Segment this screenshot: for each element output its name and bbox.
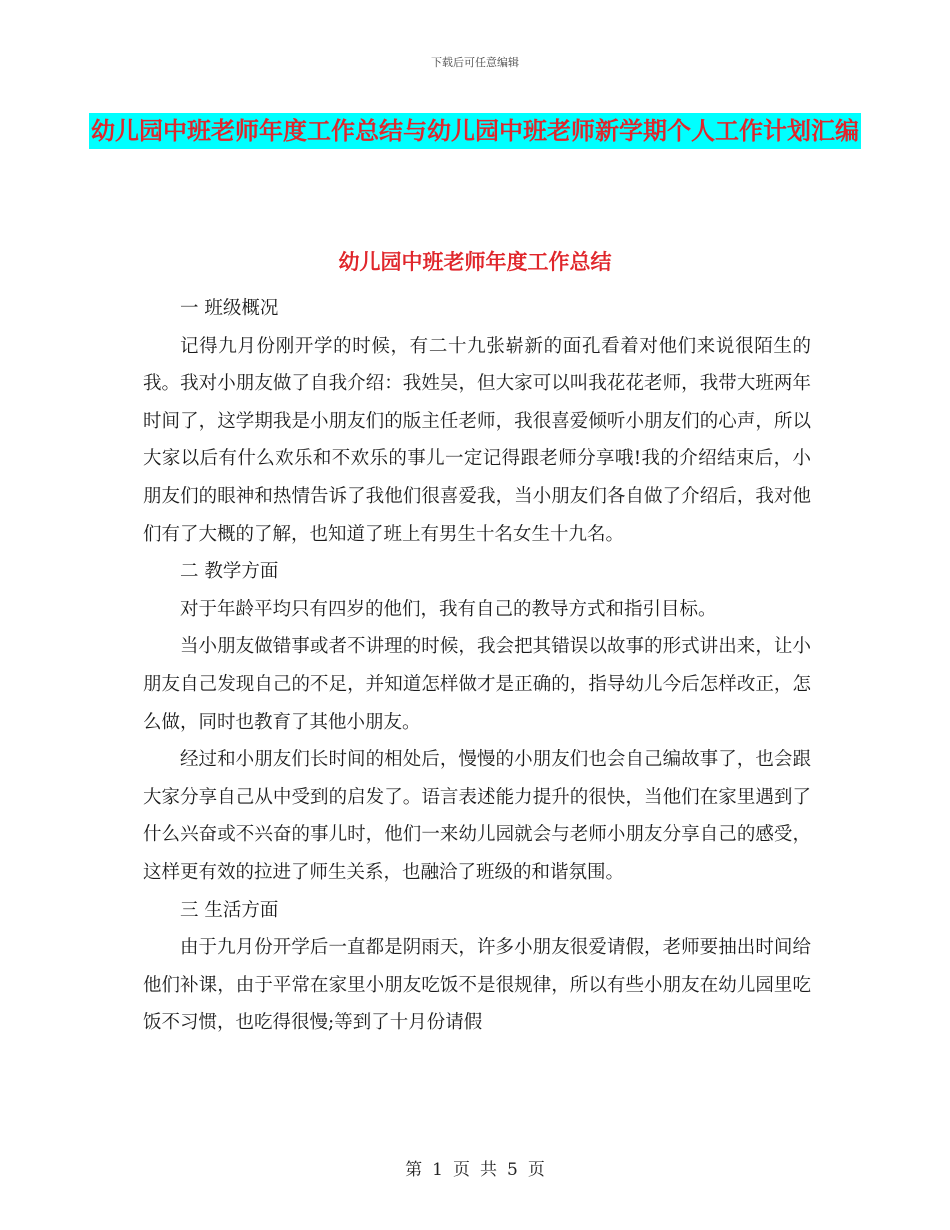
paragraph: 当小朋友做错事或者不讲理的时候，我会把其错误以故事的形式讲出来，让小朋友自己发现自己的不足，并知道怎样做才是正确的，指导幼儿今后怎样改正，怎么做，同时也教育了其他小朋友。 [143,636,811,733]
document-title-text: 幼儿园中班老师年度工作总结与幼儿园中班老师新学期个人工作计划汇编 [89,113,861,149]
paragraph: 记得九月份刚开学的时候，有二十九张崭新的面孔看着对他们来说很陌生的我。我对小朋友做了自我介绍：我姓吴，但大家可以叫我花花老师，我带大班两年时间了，这学期我是小朋友们的版主任老师，我很喜爱倾听小朋友们的心声，所以大家以后有什么欢乐和不欢乐的事儿一定记得跟老师分享哦!我的介绍结束后，小朋友们的眼神和热情告诉了我他们很喜爱我，当小朋友们各自做了介绍后，我对他们有了大概的了解，也知道了班上有男生十名女生十九名。 [143,335,811,545]
current-page-number: 1 [432,1160,443,1180]
footer-text: 第 [405,1160,423,1180]
section-title: 幼儿园中班老师年度工作总结 [338,250,612,274]
page-footer [0,1155,950,1180]
footer-text: 页 [453,1160,470,1180]
section-heading: 二 教学方面 [180,561,279,583]
footer-text: 共 [480,1160,497,1180]
section-heading: 一 班级概况 [180,298,279,319]
paragraph: 由于九月份开学后一直都是阴雨天，许多小朋友很爱请假，老师要抽出时间给他们补课，由于平常在家里小朋友吃饭不是很规律，所以有些小朋友在幼儿园里吃饭不习惯，也吃得很慢;等到了十月份请假 [143,937,811,1034]
header-note: 下载后可任意编辑 [431,56,519,69]
total-page-number: 5 [507,1160,518,1180]
paragraph: 对于年龄平均只有四岁的他们，我有自己的教导方式和指引目标。 [180,598,717,620]
document-title [0,108,950,154]
footer-text: 页 [527,1160,545,1180]
paragraph: 经过和小朋友们长时间的相处后，慢慢的小朋友们也会自己编故事了，也会跟大家分享自己从中受到的启发了。语言表述能力提升的很快，当他们在家里遇到了什么兴奋或不兴奋的事儿时，他们一来幼儿园就会与老师小朋友分享自己的感受，这样更有效的拉进了师生关系，也融洽了班级的和谐氛围。 [143,749,811,883]
document-body [143,290,811,1042]
section-heading: 三 生活方面 [180,899,279,921]
